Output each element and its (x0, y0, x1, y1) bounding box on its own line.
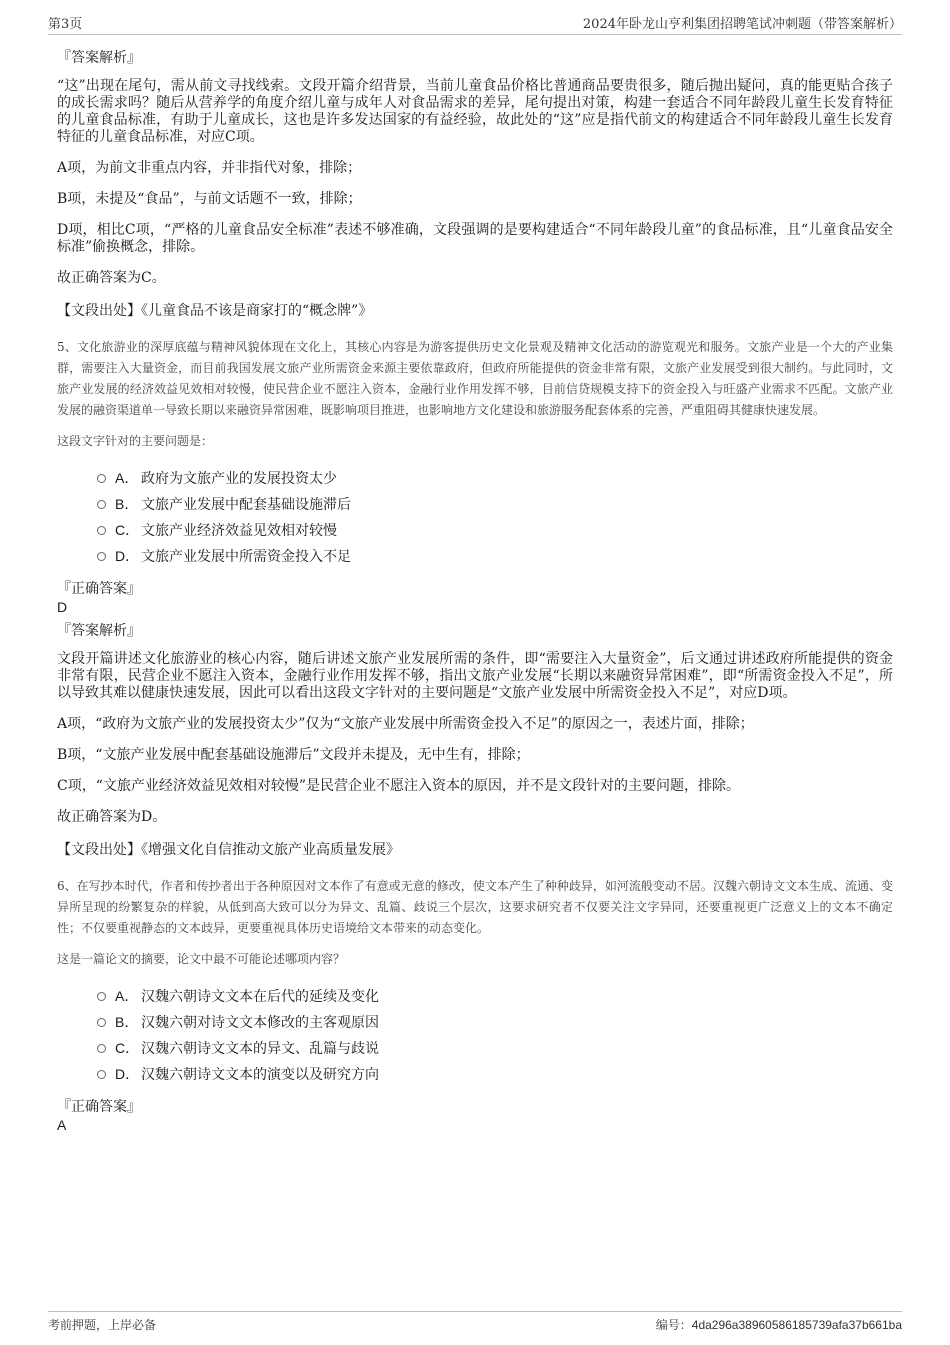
main-content (57, 44, 893, 1139)
radio-icon[interactable] (97, 1018, 106, 1027)
radio-icon[interactable] (97, 552, 106, 561)
analysis-paragraph: 文段开篇讲述文化旅游业的核心内容，随后讲述文旅产业发展所需的条件，即“需要注入大量资金”，后文通过讲述政府所能提供的资金非常有限，民营企业不愿注入资本，金融行业作用发挥不够，指出文旅产业发展“长期以来融资异常困难”，即“所需资金投入不足”，所以导致其难以健康快速发展，因此可以看出这段文字针对的主要问题是“文旅产业发展中所需资金投入不足”，对应D项。 (57, 651, 893, 701)
option-letter: A． (115, 470, 139, 486)
analysis-label: 『答案解析』 (57, 50, 141, 66)
analysis-paragraph: A项，为前文非重点内容，并非指代对象，排除； (57, 160, 362, 176)
option-text: 汉魏六朝诗文文本的演变以及研究方向 (141, 1067, 379, 1083)
radio-icon[interactable] (97, 500, 106, 509)
option-text: 文旅产业经济效益见效相对较慢 (141, 523, 337, 539)
option-text: 汉魏六朝对诗文文本修改的主客观原因 (141, 1015, 379, 1031)
radio-icon[interactable] (97, 1044, 106, 1053)
correct-answer-label: 『正确答案』 (57, 581, 141, 597)
question-5-stem: 这段文字针对的主要问题是： (57, 434, 214, 448)
passage-source: 【文段出处】《增强文化自信推动文旅产业高质量发展》 (57, 842, 400, 858)
option-d[interactable] (97, 543, 893, 569)
correct-answer-value: D (57, 599, 68, 615)
question-6-stem: 这是一篇论文的摘要，论文中最不可能论述哪项内容？ (57, 952, 346, 966)
option-text: 汉魏六朝诗文文本的异文、乱篇与歧说 (141, 1041, 379, 1057)
option-letter: B． (115, 1014, 139, 1030)
analysis-paragraph: D项，相比C项，“严格的儿童食品安全标准”表述不够准确，文段强调的是要构建适合“不同年龄段儿童”的食品标准，且“儿童食品安全标准”偷换概念，排除。 (57, 222, 893, 255)
option-text: 汉魏六朝诗文文本在后代的延续及变化 (141, 989, 379, 1005)
analysis-paragraph: B项，“文旅产业发展中配套基础设施滞后”文段并未提及，无中生有，排除； (57, 747, 530, 763)
analysis-paragraph: A项，“政府为文旅产业的发展投资太少”仅为“文旅产业发展中所需资金投入不足”的原因之一，表述片面，排除； (57, 716, 754, 732)
passage-source: 【文段出处】《儿童食品不该是商家打的“概念牌”》 (57, 303, 373, 319)
radio-icon[interactable] (97, 1070, 106, 1079)
option-a[interactable] (97, 465, 893, 491)
option-text: 文旅产业发展中所需资金投入不足 (141, 549, 351, 565)
analysis-paragraph: 故正确答案为C。 (57, 270, 166, 286)
option-c[interactable] (97, 517, 893, 543)
option-letter: B． (115, 496, 139, 512)
option-letter: D． (115, 1066, 140, 1082)
radio-icon[interactable] (97, 992, 106, 1001)
question-6-options (57, 983, 893, 1087)
analysis-paragraph: C项，“文旅产业经济效益见效相对较慢”是民营企业不愿注入资本的原因，并不是文段针对的主要问题，排除。 (57, 778, 741, 794)
correct-answer-label: 『正确答案』 (57, 1099, 141, 1115)
analysis-paragraph: B项，未提及“食品”，与前文话题不一致，排除； (57, 191, 362, 207)
option-letter: A． (115, 988, 139, 1004)
radio-icon[interactable] (97, 474, 106, 483)
document-title: 2024年卧龙山亨利集团招聘笔试冲刺题（带答案解析） (582, 17, 902, 32)
option-d[interactable] (97, 1061, 893, 1087)
document-id: 编号：4da296a38960586185739afa37b661ba (655, 1317, 902, 1332)
option-letter: C． (115, 1040, 140, 1056)
question-5-passage: 5、文化旅游业的深厚底蕴与精神风貌体现在文化上，其核心内容是为游客提供历史文化景观及精神文化活动的游览观光和服务。文旅产业是一个大的产业集群，需要注入大量资金，而目前我国发展文旅产业所需资金来源主要依靠政府，但政府所能提供的资金非常有限，文旅产业发展受到很大制约。与此同时，文旅产业发展的经济效益见效相对较慢，使民营企业不愿注入资本，金融行业作用发挥不够，目前信贷规模支持下的资金投入与旺盛产业需求不匹配。文旅产业发展的融资渠道单一导致长期以来融资异常困难，既影响项目推进，也影响地方文化建设和旅游服务配套体系的完善，严重阻碍其健康快速发展。 (57, 340, 893, 417)
option-text: 文旅产业发展中配套基础设施滞后 (141, 497, 351, 513)
option-letter: C． (115, 522, 140, 538)
correct-answer-value: A (57, 1117, 67, 1133)
option-c[interactable] (97, 1035, 893, 1061)
option-a[interactable] (97, 983, 893, 1009)
option-letter: D． (115, 548, 140, 564)
radio-icon[interactable] (97, 526, 106, 535)
option-text: 政府为文旅产业的发展投资太少 (141, 471, 337, 487)
analysis-paragraph: “这”出现在尾句，需从前文寻找线索。文段开篇介绍背景，当前儿童食品价格比普通商品要贵很多，随后抛出疑问，真的能更贴合孩子的成长需求吗？随后从营养学的角度介绍儿童与成年人对食品需求的差异，尾句提出对策，构建一套适合不同年龄段儿童生长发育特征的儿童食品标准，有助于儿童成长，这也是许多发达国家的有益经验，故此处的“这”应是指代前文的构建适合不同年龄段儿童生长发育特征的儿童食品标准，对应C项。 (57, 78, 893, 145)
question-6-passage: 6、在写抄本时代，作者和传抄者出于各种原因对文本作了有意或无意的修改，使文本产生了种种歧异，如河流般变动不居。汉魏六朝诗文文本生成、流通、变异所呈现的纷繁复杂的样貌，从低到高大致可以分为异文、乱篇、歧说三个层次，这要求研究者不仅要关注文字异同，还要重视更广泛意义上的文本不确定性；不仅要重视静态的文本歧异，更要重视具体历史语境给文本带来的动态变化。 (57, 879, 893, 935)
footer-slogan: 考前押题，上岸必备 (48, 1317, 157, 1332)
option-b[interactable] (97, 1009, 893, 1035)
analysis-paragraph: 故正确答案为D。 (57, 809, 167, 825)
analysis-label: 『答案解析』 (57, 623, 141, 639)
question-5-options (57, 465, 893, 569)
page-footer (48, 1311, 902, 1336)
page-number: 第3页 (48, 17, 83, 32)
option-b[interactable] (97, 491, 893, 517)
page-header (48, 12, 902, 35)
